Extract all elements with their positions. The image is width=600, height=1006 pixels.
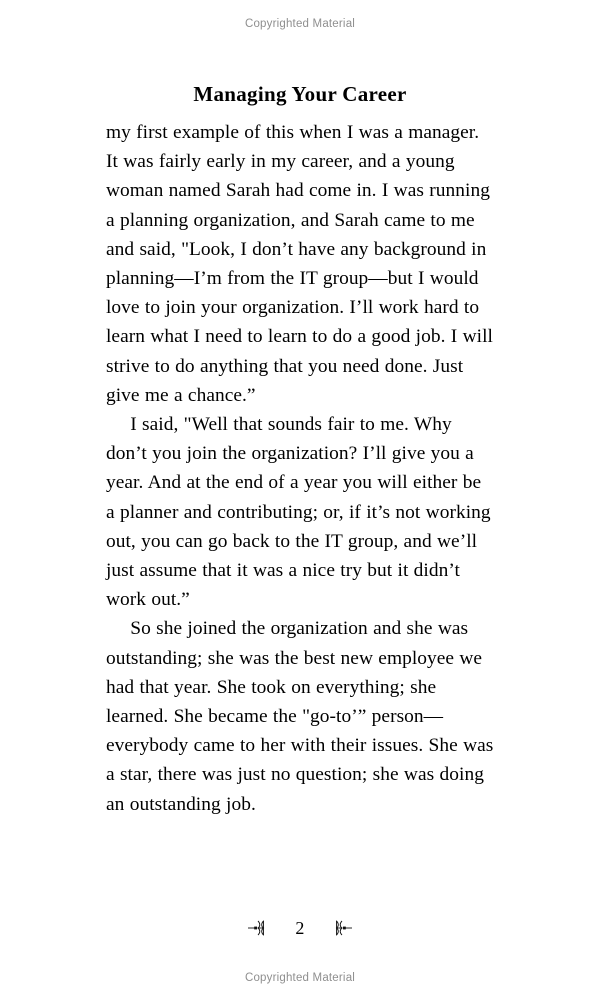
- fleuron-ornament: [247, 917, 269, 939]
- page-footer: [0, 917, 600, 939]
- body-text-block: [106, 118, 494, 819]
- paragraph-so-she-joined: So she joined the organization and she was outstanding; she was the best new employee we had that year. She took on everything; she learned. She became the "go-to’” person—everybody came to her with their issues. She was a star, there was just no question; she was doing an outstanding job.: [106, 618, 494, 815]
- fleuron-ornament: [331, 917, 353, 939]
- paragraph-continued: my first example of this when I was a manager. It was fairly early in my career, and a young woman named Sarah had come in. I was running a planning organization, and Sarah came to me and said, "Look, I don’t have any background in planning—I’m from the IT group—but I would love to join your organization. I’ll work hard to learn what I need to learn to do a good job. I will strive to do anything that you need done. Just give me a chance.”: [106, 122, 493, 406]
- page-title: Managing Your Career: [193, 82, 407, 107]
- copyright-watermark-top: Copyrighted Material: [244, 18, 356, 30]
- copyright-watermark-bottom: Copyrighted Material: [244, 972, 356, 984]
- paragraph-i-said: I said, "Well that sounds fair to me. Why don’t you join the organization? I’ll give you a year. And at the end of a year you will either be a planner and contributing; or, if it’s not working out, you can go back to the IT group, and we’ll just assume that it was a nice try but it didn’t work out.”: [106, 414, 491, 611]
- page-number: 2: [295, 918, 305, 938]
